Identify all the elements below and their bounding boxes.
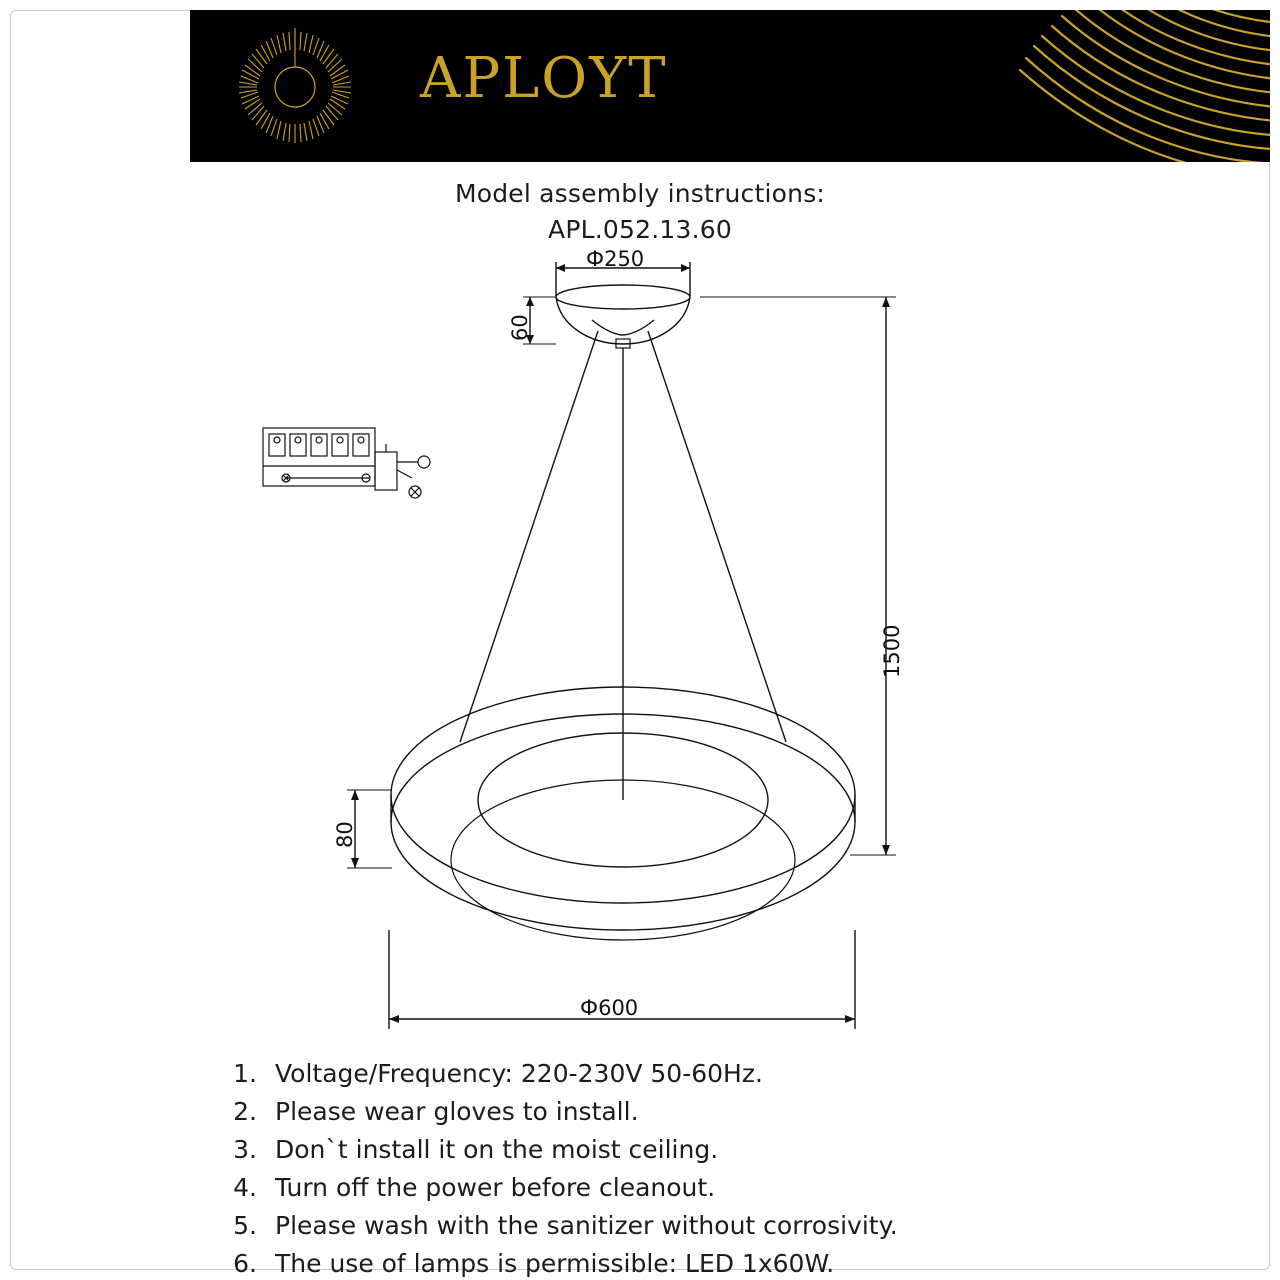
list-item <box>215 1132 1215 1167</box>
note-text: Don`t install it on the moist ceiling. <box>275 1135 719 1164</box>
model-code: APL.052.13.60 <box>548 215 732 244</box>
brand-name: APLOYT <box>420 46 668 111</box>
note-text: Please wear gloves to install. <box>275 1097 639 1126</box>
note-text: Turn off the power before cleanout. <box>275 1173 716 1202</box>
dim-canopy-diameter: Ф250 <box>586 247 645 271</box>
note-text: Please wash with the sanitizer without corrosivity. <box>275 1211 898 1240</box>
dim-ring-diameter: Ф600 <box>580 996 639 1020</box>
note-number: 4. <box>233 1173 257 1202</box>
note-number: 1. <box>233 1059 257 1088</box>
list-item <box>215 1170 1215 1205</box>
dim-ring-height: 80 <box>333 821 357 848</box>
note-number: 6. <box>233 1249 257 1278</box>
note-number: 5. <box>233 1211 257 1240</box>
note-number: 2. <box>233 1097 257 1126</box>
note-text: The use of lamps is permissible: LED 1x60W. <box>275 1249 835 1278</box>
dim-suspension-height: 1500 <box>880 624 904 678</box>
safety-notes-list <box>215 1056 1215 1280</box>
instructions-title: Model assembly instructions: <box>454 179 826 208</box>
list-item <box>215 1094 1215 1129</box>
list-item <box>215 1056 1215 1091</box>
dim-canopy-height: 60 <box>508 314 532 341</box>
list-item <box>215 1246 1215 1280</box>
note-number: 3. <box>233 1135 257 1164</box>
list-item <box>215 1208 1215 1243</box>
note-text: Voltage/Frequency: 220-230V 50-60Hz. <box>275 1059 763 1088</box>
